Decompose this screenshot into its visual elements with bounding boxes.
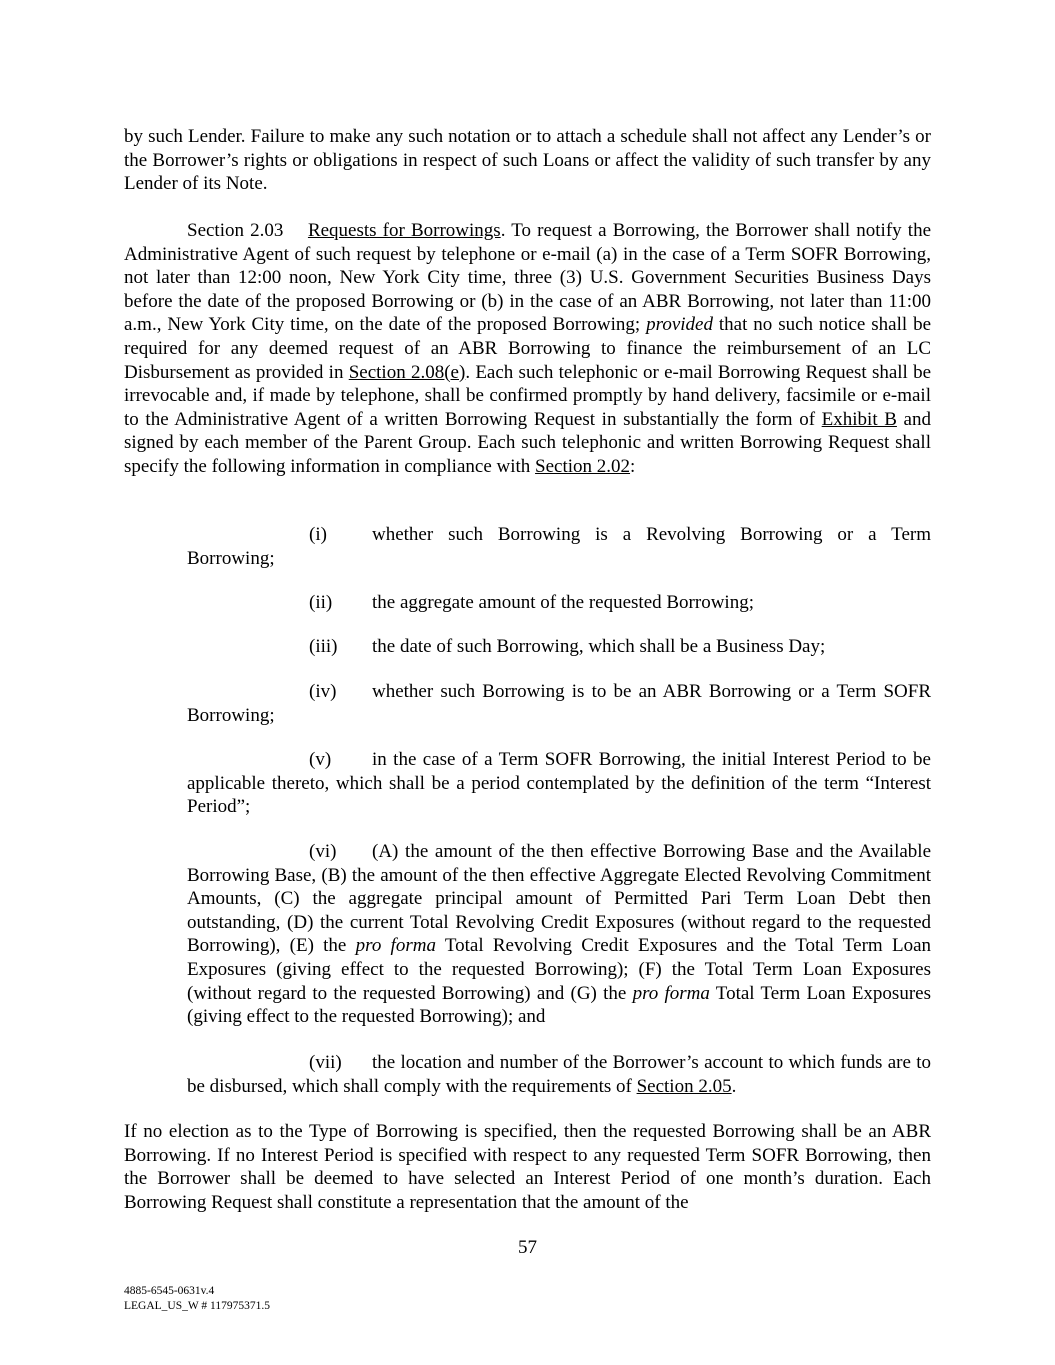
cross-ref-section-2-02: Section 2.02 (535, 455, 631, 477)
list-item-i: (i) whether such Borrowing is a Revolving Borrowing or a Term Borrowing; (187, 524, 931, 569)
list-item-vii: (vii) the location and number of the Borrower’s account to which funds are to be disbursed, which shall comply with the requirements of Section 2.05. (187, 1052, 931, 1097)
list-item-vi: (vi) (A) the amount of the then effective Borrowing Base and the Available Borrowing Base, (B) the amount of the then effective Aggregate Elected Revolving Commitment Amounts, (C) the aggregate principal amount of Permitted Pari Term Loan Debt then outstanding, (D) the current Total Revolving Credit Exposures (without regard to the requested Borrowing), (E) the pro forma Total Revolving Credit Exposures and the Total Term Loan Exposures (giving effect to the requested Borrowing); (F) the Total Term Loan Exposures (without regard to the requested Borrowing) and (G) the pro forma Total Term Loan Exposures (giving effect to the requested Borrowing); and (187, 841, 931, 1028)
document-footer (124, 1284, 270, 1314)
cross-ref-section-2-05: Section 2.05 (636, 1075, 732, 1097)
cross-ref-exhibit-b: Exhibit B (821, 408, 897, 430)
list-label: (i) (309, 524, 327, 545)
footer-legal-id: LEGAL_US_W # 117975371.5 (124, 1300, 270, 1312)
pro-forma-term: pro forma (632, 982, 710, 1004)
cross-ref-section-2-08e: Section 2.08(e) (348, 361, 466, 383)
paragraph-final: If no election as to the Type of Borrowing is specified, then the requested Borrowing shall be an ABR Borrowing. If no Interest Period is specified with respect to any requested Term SOFR Borrowing, then the Borrower shall be deemed to have selected an Interest Period of one month’s duration. Each Borrowing Request shall constitute a representation that the amount of the (124, 1121, 931, 1213)
list-label: (vi) (309, 841, 337, 862)
list-label: (v) (309, 749, 332, 770)
section-title: Requests for Borrowings (307, 220, 501, 241)
list-item-v: (v) in the case of a Term SOFR Borrowing, the initial Interest Period to be applicable thereto, which shall be a period contemplated by the definition of the term “Interest Period”; (187, 749, 931, 818)
list-label: (iii) (309, 636, 338, 657)
section-number: Section 2.03 (187, 220, 284, 241)
footer-doc-id: 4885-6545-0631v.4 (124, 1285, 215, 1297)
section-2-03-paragraph: Section 2.03 Requests for Borrowings. To request a Borrowing, the Borrower shall notify the Administrative Agent of such request by telephone or e-mail (a) in the case of a Term SOFR Borrowing, not later than 12:00 noon, New York City time, three (3) U.S. Government Securities Business Days before the date of the proposed Borrowing or (b) in the case of an ABR Borrowing, not later than 11:00 a.m., New York City time, on the date of the proposed Borrowing; provided that no such notice shall be required for any deemed request of an ABR Borrowing to finance the reimbursement of an LC Disbursement as provided in Section 2.08(e). Each such telephonic or e-mail Borrowing Request shall be irrevocable and, if made by telephone, shall be confirmed promptly by hand delivery, facsimile or e-mail to the Administrative Agent of a written Borrowing Request in substantially the form of Exhibit B and signed by each member of the Parent Group. Each such telephonic and written Borrowing Request shall specify the following information in compliance with Section 2.02: (124, 220, 932, 477)
page-number: 57 (518, 1237, 537, 1258)
list-label: (vii) (309, 1052, 342, 1073)
list-item-iv: (iv) whether such Borrowing is to be an ABR Borrowing or a Term SOFR Borrowing; (187, 681, 931, 726)
list-item-iii: (iii) the date of such Borrowing, which shall be a Business Day; (309, 636, 826, 657)
provided-term: provided (646, 314, 713, 336)
pro-forma-term: pro forma (355, 935, 436, 957)
list-item-ii: (ii) the aggregate amount of the requested Borrowing; (309, 592, 754, 613)
list-label: (ii) (309, 592, 333, 613)
paragraph-carryover: by such Lender. Failure to make any such notation or to attach a schedule shall not affect any Lender’s or the Borrower’s rights or obligations in respect of such Loans or affect the validity of such transfer by any Lender of its Note. (124, 126, 931, 195)
list-label: (iv) (309, 681, 337, 702)
